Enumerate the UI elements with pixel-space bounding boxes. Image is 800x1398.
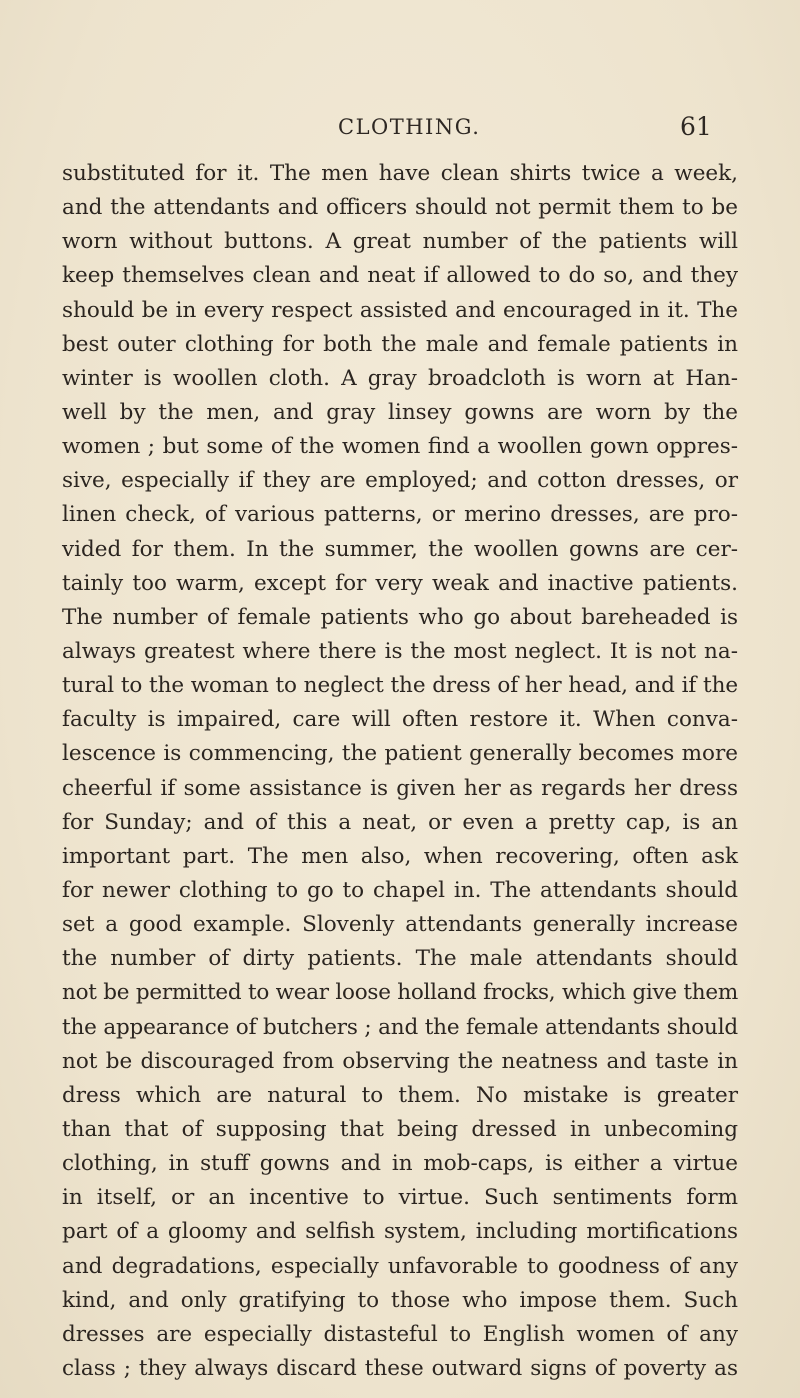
text-line: should be in every respect assisted and encouraged in it. The: [62, 297, 738, 323]
text-line: class ; they always discard these outward signs of poverty as: [62, 1355, 738, 1381]
text-line: and degradations, especially unfavorable to goodness of any: [62, 1253, 738, 1279]
text-line: for newer clothing to go to chapel in. The attendants should: [62, 877, 738, 903]
body-text: [62, 157, 738, 1386]
text-line: not be discouraged from observing the neatness and taste in: [62, 1048, 738, 1074]
running-title: CLOTHING.: [338, 115, 481, 139]
text-line: dress which are natural to them. No mistake is greater: [62, 1082, 738, 1108]
text-line: keep themselves clean and neat if allowed to do so, and they: [62, 263, 739, 289]
text-line: clothing, in stuff gowns and in mob-caps, is either a virtue: [62, 1151, 738, 1177]
text-line: part of a gloomy and selfish system, including mortifications: [62, 1219, 738, 1245]
text-line: set a good example. Slovenly attendants generally increase: [62, 912, 738, 938]
text-line: sive, especially if they are employed; and cotton dresses, or: [62, 468, 738, 494]
text-line: well by the men, and gray linsey gowns are worn by the: [62, 399, 738, 425]
text-line: best outer clothing for both the male and female patients in: [62, 331, 738, 357]
text-line: the appearance of butchers ; and the female attendants should: [62, 1014, 738, 1040]
text-line: the number of dirty patients. The male attendants should: [62, 946, 738, 972]
text-line: dresses are especially distasteful to English women of any: [62, 1321, 738, 1347]
text-line: substituted for it. The men have clean shirts twice a week,: [62, 161, 738, 186]
text-line: cheerful if some assistance is given her as regards her dress: [62, 775, 738, 801]
text-line: women ; but some of the women find a woollen gown oppres-: [62, 434, 738, 460]
page-number: 61: [680, 112, 712, 141]
text-line: lescence is commencing, the patient generally becomes more: [62, 741, 738, 767]
text-line: vided for them. In the summer, the woollen gowns are cer-: [62, 536, 738, 562]
text-line: worn without buttons. A great number of the patients will: [62, 229, 738, 255]
text-line: in itself, or an incentive to virtue. Such sentiments form: [62, 1185, 738, 1211]
text-line: than that of supposing that being dressed in unbecoming: [62, 1116, 738, 1142]
text-line: The number of female patients who go about bareheaded is: [62, 604, 738, 630]
text-line: linen check, of various patterns, or merino dresses, are pro-: [62, 502, 738, 528]
text-line: kind, and only gratifying to those who impose them. Such: [62, 1287, 738, 1313]
text-line: tural to the woman to neglect the dress of her head, and if the: [62, 673, 738, 699]
text-line: always greatest where there is the most neglect. It is not na-: [62, 638, 738, 664]
text-line: winter is woollen cloth. A gray broadcloth is worn at Han-: [62, 365, 739, 391]
text-line: and the attendants and officers should not permit them to be: [62, 195, 738, 221]
text-line: tainly too warm, except for very weak and inactive patients.: [62, 570, 738, 596]
text-line: faculty is impaired, care will often restore it. When conva-: [62, 707, 738, 733]
page-header: [0, 107, 800, 147]
text-line: important part. The men also, when recovering, often ask: [62, 843, 739, 869]
text-line: not be permitted to wear loose holland frocks, which give them: [62, 980, 738, 1006]
text-line: for Sunday; and of this a neat, or even a pretty cap, is an: [62, 809, 738, 835]
